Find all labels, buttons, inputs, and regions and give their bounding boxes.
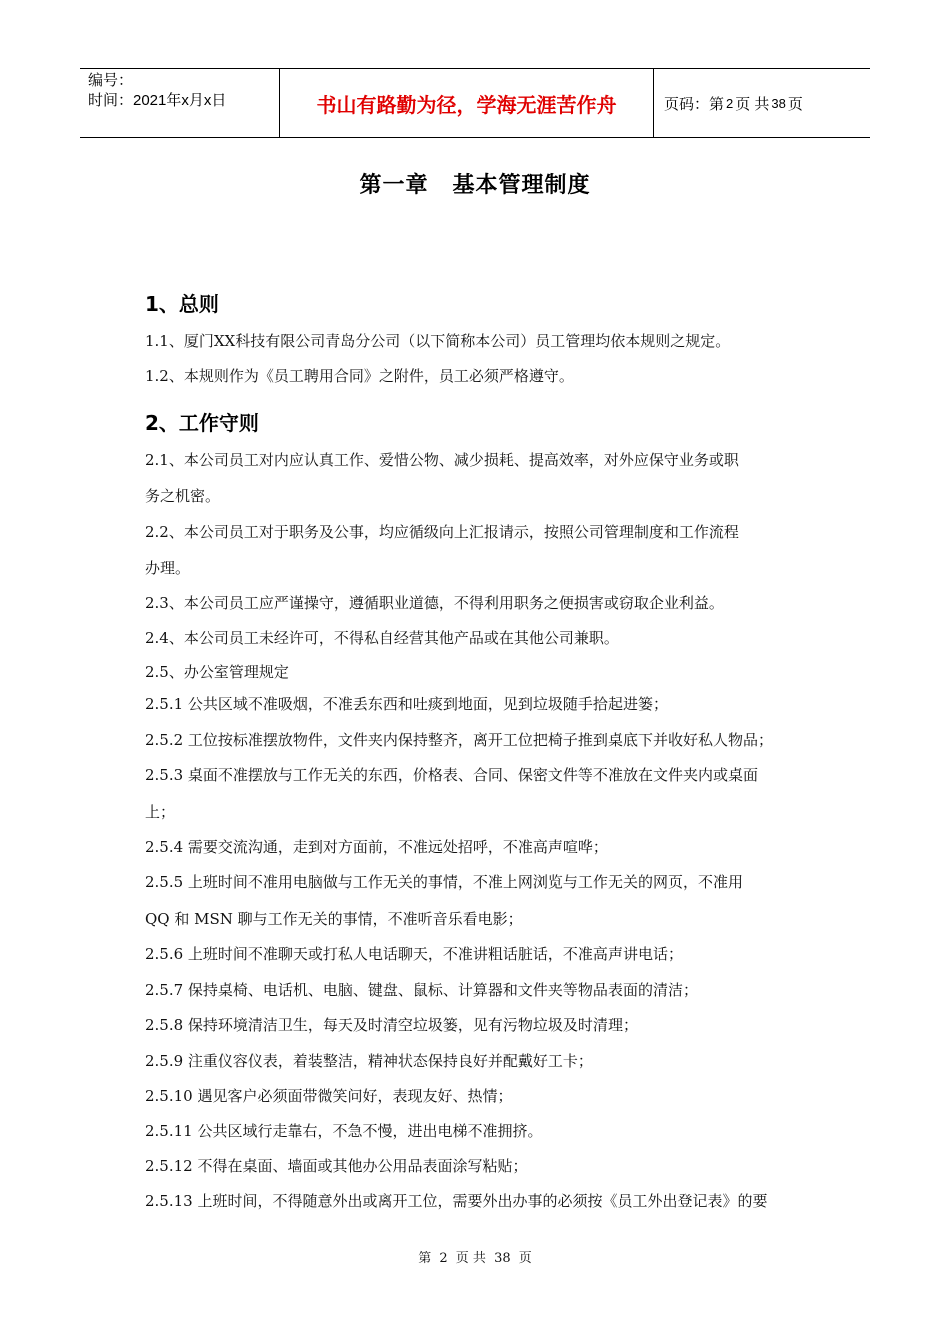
- paragraph-line: 2.5.7 保持桌椅、电话机、电脑、键盘、鼠标、计算器和文件夹等物品表面的清洁；: [145, 981, 698, 999]
- paragraph-line: 2.5.8 保持环境清洁卫生，每天及时清空垃圾篓，见有污物垃圾及时清理；: [145, 1016, 638, 1034]
- paragraph-line: 2.5.3 桌面不准摆放与工作无关的东西，价格表、合同、保密文件等不准放在文件夹内或桌面: [145, 766, 758, 784]
- paragraph-line: 2.1、本公司员工对内应认真工作、爱惜公物、减少损耗、提高效率，对外应保守业务或职: [145, 451, 739, 469]
- footer-total: 38: [494, 1251, 511, 1266]
- chapter-name: 基本管理制度: [452, 173, 591, 198]
- paragraph-line: 2.5.5 上班时间不准用电脑做与工作无关的事情，不准上网浏览与工作无关的网页，不准用: [145, 873, 743, 891]
- footer-mid: 页 共: [455, 1251, 486, 1266]
- paragraph-line: 上；: [145, 803, 176, 821]
- paragraph-line: 2.2、本公司员工对于职务及公事，均应循级向上汇报请示，按照公司管理制度和工作流程: [145, 523, 739, 541]
- paragraph-line: 2.3、本公司员工应严谨操守，遵循职业道德，不得利用职务之便损害或窃取企业利益。: [145, 594, 724, 612]
- footer-page: 2: [439, 1251, 448, 1266]
- paragraph-line: 2.5.1 公共区域不准吸烟，不准丢东西和吐痰到地面，见到垃圾随手拾起进篓；: [145, 695, 668, 713]
- time-label: 时间：2021年x月x日: [88, 92, 227, 109]
- page-mid: 页 共: [735, 95, 770, 113]
- paragraph-line: 2.5.11 公共区域行走靠右，不急不慢，进出电梯不准拥挤。: [145, 1122, 543, 1140]
- page-footer: [0, 1247, 950, 1266]
- paragraph-line: 2.4、本公司员工未经许可，不得私自经营其他产品或在其他公司兼职。: [145, 629, 619, 647]
- paragraph-line: 务之机密。: [145, 487, 221, 505]
- total-pages: 38: [771, 95, 786, 111]
- paragraph-line: 办理。: [145, 559, 191, 577]
- chapter-title: [0, 168, 950, 199]
- section-heading: 1、总则: [145, 292, 219, 316]
- paragraph-line: 1.1、厦门XX科技有限公司青岛分公司（以下简称本公司）员工管理均依本规则之规定。: [145, 332, 731, 350]
- section-heading: 2、工作守则: [145, 411, 259, 435]
- page-num: 2: [726, 95, 734, 111]
- page-number-cell: [654, 69, 870, 137]
- paragraph-line: QQ 和 MSN 聊与工作无关的事情，不准听音乐看电影；: [145, 910, 523, 928]
- paragraph-line: 2.5、办公室管理规定: [145, 663, 289, 681]
- page-end: 页: [787, 95, 803, 113]
- number-label: 编号：: [88, 72, 134, 89]
- paragraph-line: 2.5.10 遇见客户必须面带微笑问好，表现友好、热情；: [145, 1087, 513, 1105]
- paragraph-line: 2.5.12 不得在桌面、墙面或其他办公用品表面涂写粘贴；: [145, 1157, 528, 1175]
- footer-pre: 第: [418, 1251, 432, 1266]
- paragraph-line: 2.5.13 上班时间，不得随意外出或离开工位，需要外出办事的必须按《员工外出登记表》的要: [145, 1192, 768, 1210]
- header-meta-cell: [80, 69, 280, 137]
- page-label: 页码：第: [664, 95, 725, 113]
- paragraph-line: 1.2、本规则作为《员工聘用合同》之附件，员工必须严格遵守。: [145, 367, 574, 385]
- paragraph-line: 2.5.4 需要交流沟通，走到对方面前，不准远处招呼，不准高声喧哗；: [145, 838, 608, 856]
- header-table: [80, 68, 870, 138]
- footer-post: 页: [518, 1251, 532, 1266]
- motto-cell: [280, 69, 654, 137]
- paragraph-line: 2.5.2 工位按标准摆放物件，文件夹内保持整齐，离开工位把椅子推到桌底下并收好私人物品；: [145, 731, 773, 749]
- chapter-number: 第一章: [359, 173, 429, 198]
- paragraph-line: 2.5.6 上班时间不准聊天或打私人电话聊天，不准讲粗话脏话，不准高声讲电话；: [145, 945, 683, 963]
- paragraph-line: 2.5.9 注重仪容仪表，着装整洁，精神状态保持良好并配戴好工卡；: [145, 1052, 593, 1070]
- motto-text: 书山有路勤为径，学海无涯苦作舟: [316, 92, 617, 117]
